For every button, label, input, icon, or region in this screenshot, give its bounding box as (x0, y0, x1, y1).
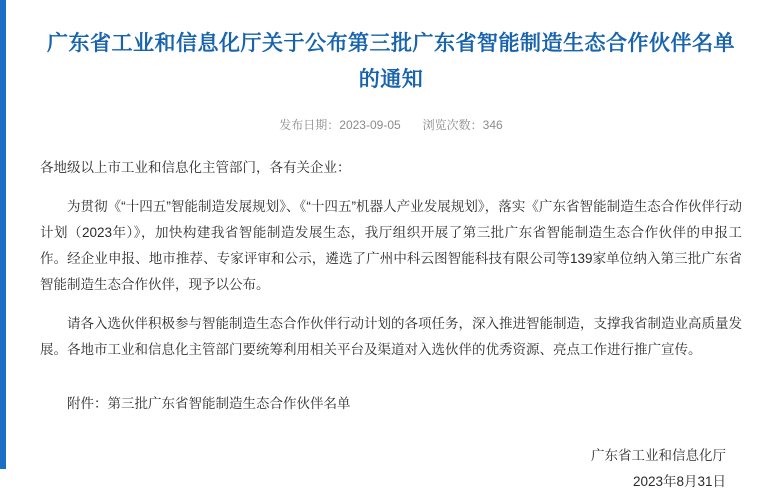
document-meta (40, 116, 742, 133)
view-count: 浏览次数：346 (422, 118, 503, 132)
salutation: 各地级以上市工业和信息化主管部门，各有关企业： (40, 160, 351, 175)
attachment-line: 附件：第三批广东省智能制造生态合作伙伴名单 (67, 396, 351, 411)
signature-block (40, 443, 742, 495)
body-paragraph: 请各入选伙伴积极参与智能制造生态合作伙伴行动计划的各项任务，深入推进智能制造，支撑我省制造业高质量发展。各地市工业和信息化主管部门要统筹利用相关平台及渠道对入选伙伴的优秀资源、亮点工作进行推广宣传。 (40, 316, 742, 357)
document-content (6, 0, 776, 489)
signature-date: 2023年8月31日 (632, 474, 726, 489)
page-title: 广东省工业和信息化厅关于公布第三批广东省智能制造生态合作伙伴名单的通知 (47, 32, 735, 91)
signature-organization: 广东省工业和信息化厅 (591, 448, 726, 463)
publish-date: 发布日期：2023-09-05 (279, 118, 401, 132)
body-paragraph: 为贯彻《“十四五”智能制造发展规划》、《“十四五”机器人产业发展规划》，落实《广东省智能制造生态合作伙伴行动计划（2023年）》，加快构建我省智能制造发展生态，我厅组织开展了第三批广东省智能制造生态合作伙伴的申报工作。经企业申报、地市推荐、专家评审和公示，遴选了广州中科云图智能科技有限公司等139家单位纳入第三批广东省智能制造生态合作伙伴，现予以公布。 (40, 199, 742, 292)
document-body (40, 155, 742, 363)
